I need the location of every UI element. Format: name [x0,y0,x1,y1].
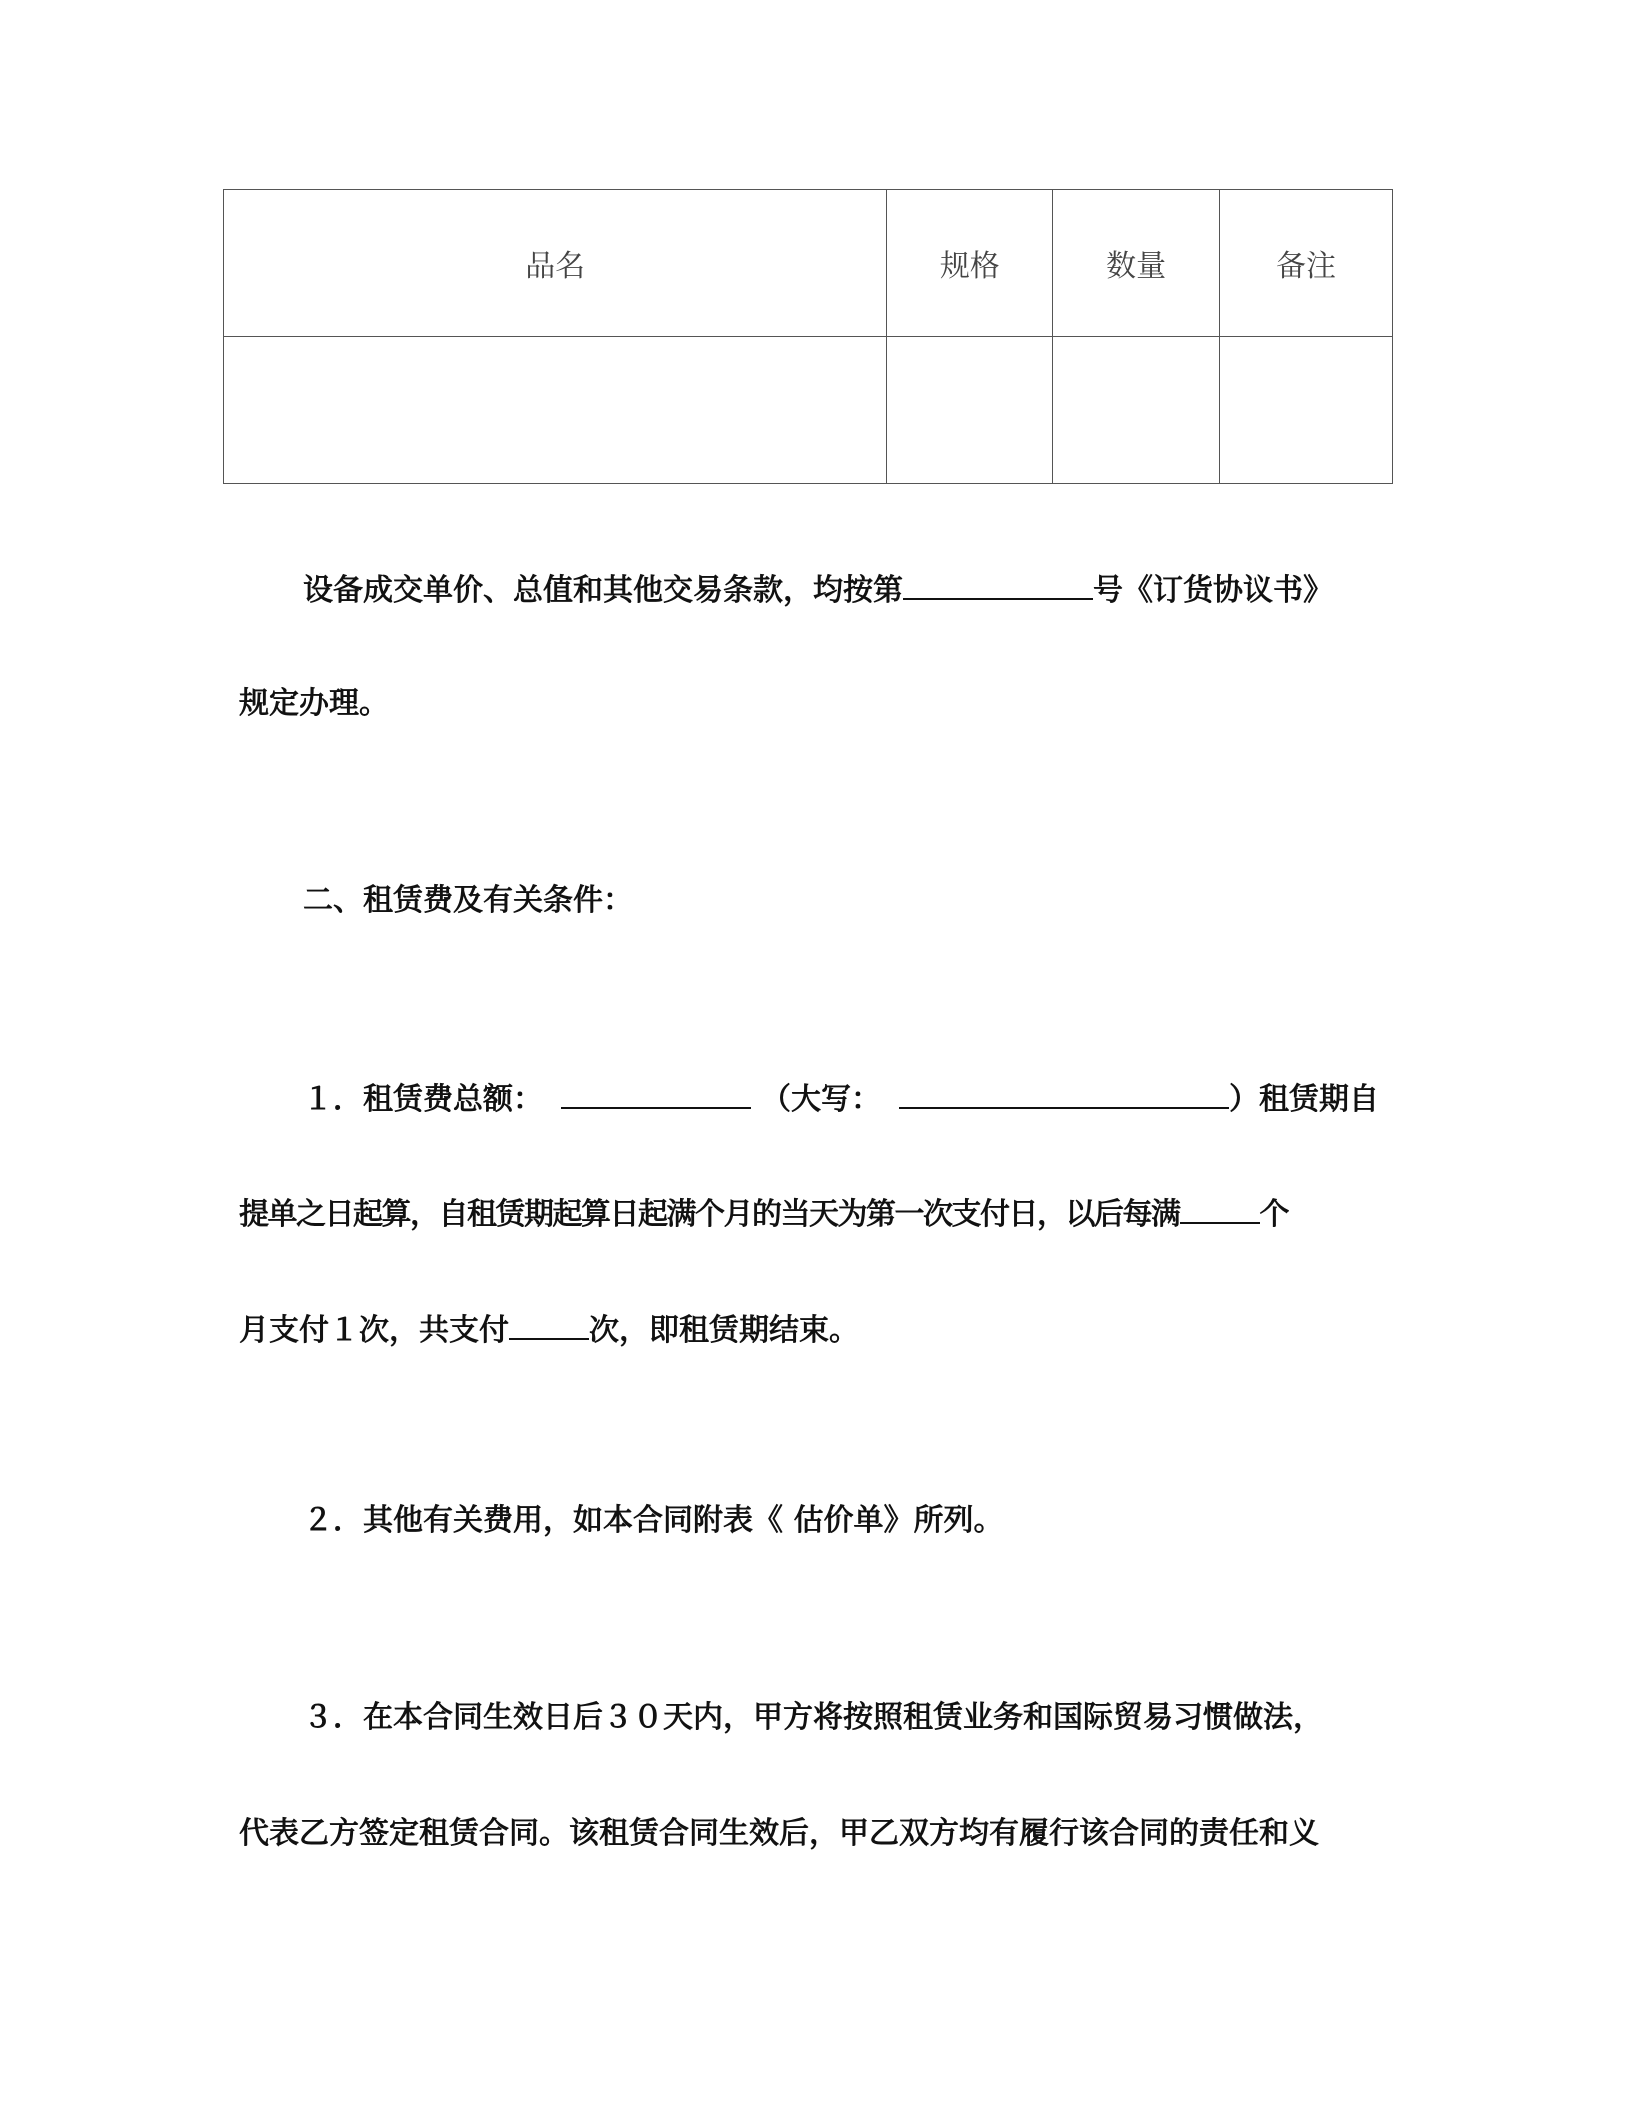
text: 次，即租赁期结束。 [589,1313,859,1348]
header-name: 品名 [224,190,887,337]
table-cell [224,337,887,484]
text: 月支付１次，共支付 [239,1313,509,1348]
section-2-heading: 二、租赁费及有关条件： [303,883,633,918]
header-remark: 备注 [1220,190,1393,337]
table-cell [887,337,1053,484]
text: １．租赁费总额： [303,1082,543,1117]
text: （大写： [761,1082,881,1117]
text: ）租赁期自 [1229,1082,1379,1117]
text: 设备成交单价、总值和其他交易条款，均按第 [303,573,903,608]
table-cell [1053,337,1220,484]
blank-field [561,1077,751,1109]
item-3-line-2: 代表乙方签定租赁合同。该租赁合同生效后，甲乙双方均有履行该合同的责任和义 [239,1816,1319,1851]
blank-field [899,1077,1229,1109]
text: 个 [1259,1197,1288,1232]
item-1-line-1 [303,1077,1379,1120]
item-2: ２．其他有关费用，如本合同附表《 估价单》所列。 [303,1503,1004,1538]
header-quantity: 数量 [1053,190,1220,337]
header-spec: 规格 [887,190,1053,337]
paragraph-1-line-2: 规定办理。 [239,686,389,721]
paragraph-1-line-1 [303,568,1333,611]
item-1-line-3 [239,1308,859,1351]
text: 提单之日起算，自租赁期起算日起满个月的当天为第一次支付日，以后每满 [239,1197,1180,1232]
table-cell [1220,337,1393,484]
blank-field [903,568,1093,600]
table-row [224,337,1393,484]
blank-field [1180,1192,1260,1224]
item-3-line-1: ３．在本合同生效日后３０天内，甲方将按照租赁业务和国际贸易习惯做法， [303,1700,1323,1735]
table-header-row [224,190,1393,337]
equipment-table [223,189,1393,484]
item-1-line-2 [239,1192,1288,1235]
text: 号《订货协议书》 [1093,573,1333,608]
blank-field [509,1308,589,1340]
